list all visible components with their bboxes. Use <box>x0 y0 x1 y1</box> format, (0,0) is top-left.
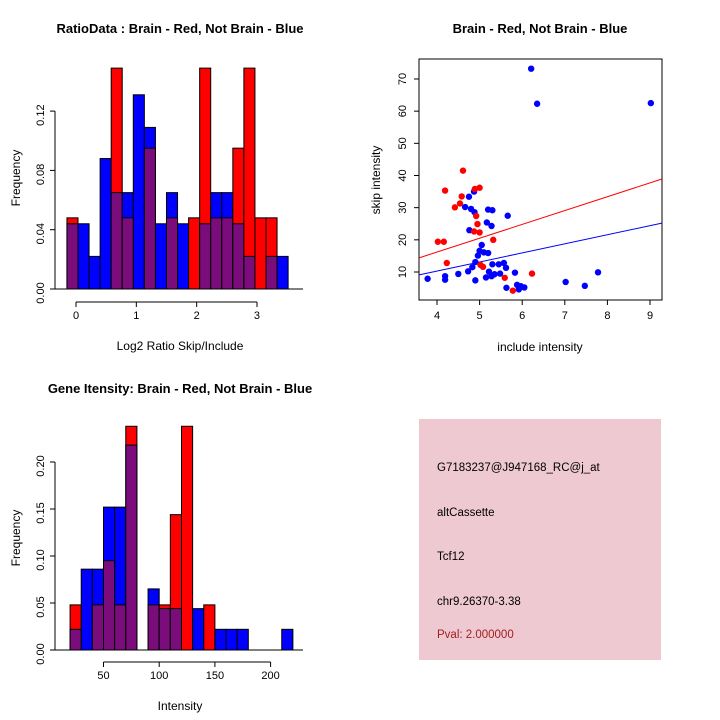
gene-histogram-plot <box>0 360 360 720</box>
ratio-hist-x-axis-label: Log2 Ratio Skip/Include <box>116 339 244 353</box>
gene-hist-title: Gene Itensity: Brain - Red, Not Brain - Blue <box>47 381 313 396</box>
svg-text:50: 50 <box>97 670 110 682</box>
fit-lines <box>419 179 662 275</box>
svg-text:0.05: 0.05 <box>35 596 47 618</box>
panel-gene-histogram <box>0 360 360 720</box>
svg-text:8: 8 <box>604 310 611 322</box>
svg-text:0.04: 0.04 <box>35 222 47 245</box>
svg-text:0.00: 0.00 <box>35 643 47 665</box>
gene-hist-y-axis-label: Frequency <box>9 509 23 567</box>
info-box <box>419 419 661 660</box>
svg-text:0.20: 0.20 <box>35 455 47 477</box>
svg-text:5: 5 <box>476 310 483 322</box>
gene-name-text: Tcf12 <box>437 551 465 563</box>
svg-text:7: 7 <box>561 310 568 322</box>
svg-text:50: 50 <box>397 137 409 150</box>
ratio-hist-title: RatioData : Brain - Red, Not Brain - Blue <box>56 21 304 36</box>
svg-text:30: 30 <box>397 201 409 214</box>
svg-text:4: 4 <box>433 310 441 322</box>
probe-id-text: G7183237@J947168_RC@j_at <box>437 462 600 474</box>
svg-text:0.00: 0.00 <box>35 282 47 304</box>
data-points <box>424 65 654 293</box>
svg-text:20: 20 <box>397 233 409 246</box>
svg-text:0.15: 0.15 <box>35 502 47 524</box>
scatter-title: Brain - Red, Not Brain - Blue <box>452 21 628 36</box>
svg-text:6: 6 <box>519 310 526 322</box>
svg-text:100: 100 <box>150 670 169 682</box>
svg-text:2: 2 <box>193 310 200 322</box>
svg-text:70: 70 <box>397 72 409 86</box>
svg-text:0.12: 0.12 <box>35 104 47 126</box>
svg-text:0.10: 0.10 <box>35 549 47 571</box>
svg-text:3: 3 <box>253 310 261 322</box>
svg-text:0: 0 <box>72 310 80 322</box>
axes <box>397 59 662 322</box>
svg-text:10: 10 <box>397 265 409 279</box>
panel-info <box>360 360 720 720</box>
svg-text:9: 9 <box>646 310 654 322</box>
locus-text: chr9.26370-3.38 <box>437 596 521 608</box>
scatter-plot <box>360 0 720 360</box>
pval-text: Pval: 2.000000 <box>437 629 514 641</box>
event-type-text: altCassette <box>437 507 495 519</box>
svg-text:200: 200 <box>261 670 280 682</box>
scatter-y-axis-label: skip intensity <box>369 145 383 215</box>
svg-text:40: 40 <box>397 169 409 182</box>
svg-text:60: 60 <box>397 105 409 118</box>
panel-scatter <box>360 0 720 360</box>
gene-hist-x-axis-label: Intensity <box>157 699 203 713</box>
scatter-x-axis-label: include intensity <box>497 340 583 354</box>
ratio-hist-y-axis-label: Frequency <box>9 149 23 207</box>
svg-text:150: 150 <box>205 670 225 682</box>
svg-text:0.08: 0.08 <box>35 163 47 186</box>
svg-text:1: 1 <box>133 310 140 322</box>
ratio-histogram-plot <box>0 0 360 360</box>
histogram-bars <box>67 68 288 289</box>
histogram-bars <box>70 426 293 650</box>
panel-ratio-histogram <box>0 0 360 360</box>
